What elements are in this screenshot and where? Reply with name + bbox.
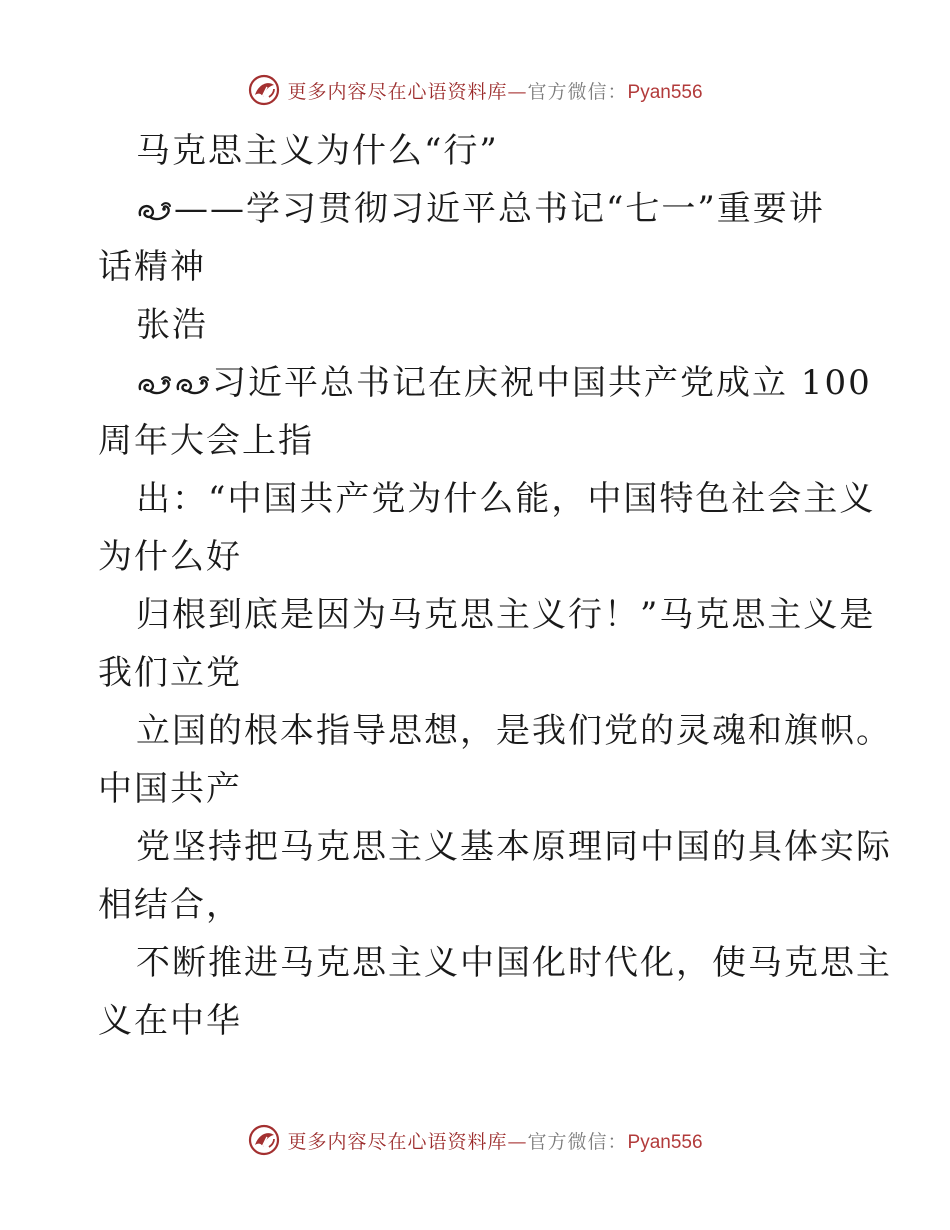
paragraph-line: 周年大会上指 xyxy=(98,421,314,461)
paragraph-line: 出：“中国共产党为什么能，中国特色社会主义 xyxy=(136,479,876,519)
fleuron-icon xyxy=(136,373,172,397)
watermark-dash: — xyxy=(507,1130,528,1153)
watermark-site: 更多内容尽在心语资料库 xyxy=(287,80,508,103)
paragraph-line: 中国共产 xyxy=(98,769,242,809)
subtitle-text: ——学习贯彻习近平总书记“七一”重要讲 xyxy=(174,189,825,229)
watermark-site: 更多内容尽在心语资料库 xyxy=(287,1130,508,1153)
author-name: 张浩 xyxy=(136,305,208,345)
ribbon-logo-icon xyxy=(247,73,281,107)
paragraph-line xyxy=(98,354,872,412)
document-body xyxy=(98,122,892,1050)
document-title: 马克思主义为什么“行” xyxy=(136,131,499,171)
watermark-handle: Pyan556 xyxy=(627,81,703,103)
paragraph-line: 相结合， xyxy=(98,885,242,925)
subtitle-continuation: 话精神 xyxy=(98,247,206,287)
subtitle-line xyxy=(98,180,858,238)
watermark-handle: Pyan556 xyxy=(627,1131,703,1153)
paragraph-line: 我们立党 xyxy=(98,653,242,693)
header-watermark xyxy=(0,70,950,110)
footer-watermark xyxy=(0,1120,950,1160)
watermark-text xyxy=(287,77,702,104)
fleuron-icon xyxy=(136,199,172,223)
paragraph-line: 不断推进马克思主义中国化时代化，使马克思主 xyxy=(136,943,892,983)
watermark-colon: ： xyxy=(607,80,628,103)
ribbon-logo-icon xyxy=(247,1123,281,1157)
paragraph-line: 党坚持把马克思主义基本原理同中国的具体实际 xyxy=(136,827,892,867)
paragraph-line: 为什么好 xyxy=(98,537,242,577)
watermark-label: 官方微信 xyxy=(527,80,608,103)
paragraph-line: 立国的根本指导思想，是我们党的灵魂和旗帜。 xyxy=(136,711,892,751)
fleuron-icon xyxy=(174,373,210,397)
watermark-text xyxy=(287,1127,702,1154)
paragraph-line: 义在中华 xyxy=(98,1001,242,1041)
paragraph-text: 习近平总书记在庆祝中国共产党成立 100 xyxy=(212,363,872,403)
watermark-colon: ： xyxy=(607,1130,628,1153)
watermark-dash: — xyxy=(507,80,528,103)
paragraph-line: 归根到底是因为马克思主义行！”马克思主义是 xyxy=(136,595,876,635)
watermark-label: 官方微信 xyxy=(527,1130,608,1153)
